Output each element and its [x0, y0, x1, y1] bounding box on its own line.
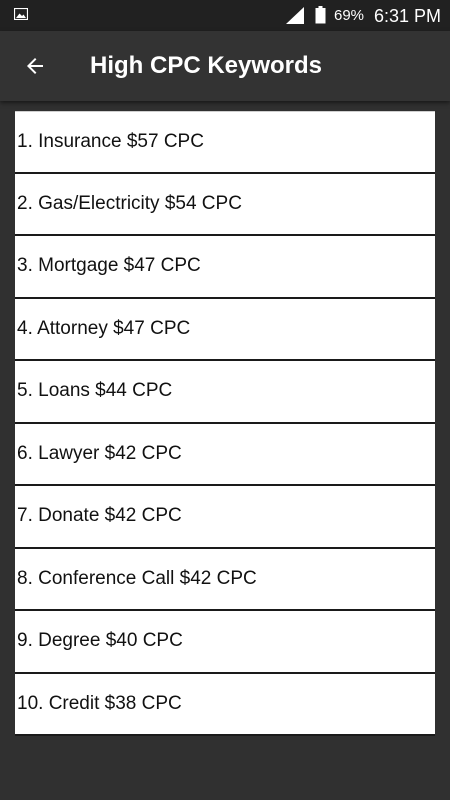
keyword-item[interactable]: 2. Gas/Electricity $54 CPC [15, 174, 435, 237]
keyword-item[interactable]: 3. Mortgage $47 CPC [15, 236, 435, 299]
status-bar [0, 0, 450, 31]
keyword-item[interactable]: 6. Lawyer $42 CPC [15, 424, 435, 487]
keyword-item[interactable]: 9. Degree $40 CPC [15, 611, 435, 674]
arrow-left-icon [23, 54, 47, 78]
battery-percent: 69% [334, 7, 365, 24]
page-title: High CPC Keywords [90, 52, 323, 79]
keyword-list [15, 111, 435, 736]
clock: 6:31 PM [374, 6, 442, 26]
keyword-item[interactable]: 1. Insurance $57 CPC [15, 111, 435, 174]
image-icon [14, 8, 28, 20]
keyword-item[interactable]: 8. Conference Call $42 CPC [15, 549, 435, 612]
app-bar [0, 31, 450, 101]
keyword-item[interactable]: 4. Attorney $47 CPC [15, 299, 435, 362]
keyword-item[interactable]: 5. Loans $44 CPC [15, 361, 435, 424]
battery-icon [315, 6, 326, 24]
signal-icon [286, 7, 304, 24]
keyword-item[interactable]: 7. Donate $42 CPC [15, 486, 435, 549]
back-button[interactable] [15, 46, 55, 86]
keyword-item[interactable]: 10. Credit $38 CPC [15, 674, 435, 737]
